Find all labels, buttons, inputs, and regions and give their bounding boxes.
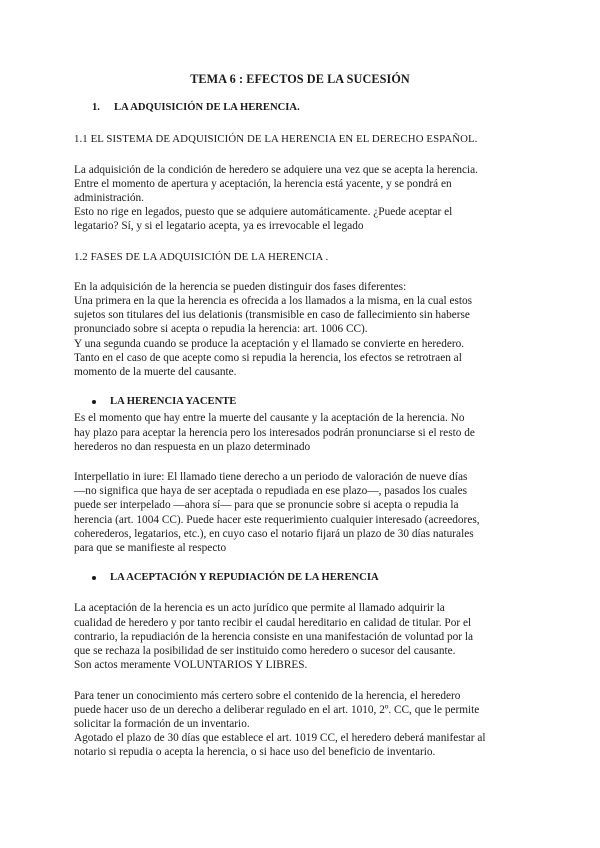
section-number: 1.	[92, 102, 100, 114]
text-line: Interpellatio in iure: El llamado tiene derecho a un periodo de valoración de nueve días	[74, 471, 468, 484]
text-line: puede ser interpelado —ahora sí— para que se pronuncie sobre si acepta o repudia la	[74, 499, 459, 512]
section-heading	[92, 101, 526, 115]
bullet-dot-icon	[92, 576, 96, 580]
paragraph-interpellatio	[74, 470, 526, 555]
text-line: para que se manifieste al respecto	[74, 542, 227, 555]
text-line: Para tener un conocimiento más certero sobre el contenido de la herencia, el heredero	[74, 689, 461, 702]
document-title: TEMA 6 : EFECTOS DE LA SUCESIÓN	[190, 72, 410, 86]
text-line: notario si repudia o acepta la herencia, o si hace uso del beneficio de inventario.	[74, 746, 436, 759]
text-line: solicitar la formación de un inventario.	[74, 717, 250, 730]
text-line: Son actos meramente VOLUNTARIOS Y LIBRES.	[74, 659, 308, 672]
text-line: Tanto en el caso de que acepte como si repudia la herencia, los efectos se retrotraen al	[74, 351, 462, 364]
text-line: herencia (art. 1004 CC). Puede hacer este requerimiento cualquier interesado (acreedores,	[74, 513, 480, 526]
subsection-heading-1-1: 1.1 EL SISTEMA DE ADQUISICIÓN DE LA HERENCIA EN EL DERECHO ESPAÑOL.	[74, 133, 478, 146]
text-line: cualidad de heredero y por tanto recibir el caudal hereditario en calidad de titular. Por el	[74, 616, 472, 629]
subsection-heading-1-2: 1.2 FASES DE LA ADQUISICIÓN DE LA HERENCIA .	[74, 250, 329, 263]
paragraph-aceptacion	[74, 601, 526, 672]
text-line: momento de la muerte del causante.	[74, 366, 237, 379]
text-line: legatario? Sí, y si el legatario acepta, ya es irrevocable el legado	[74, 220, 364, 233]
text-line: La aceptación de la herencia es un acto jurídico que permite al llamado adquirir la	[74, 602, 445, 615]
bullet-dot-icon	[92, 400, 96, 404]
paragraph-fases	[74, 280, 526, 379]
text-line: puede hacer uso de un derecho a deliberar regulado en el art. 1010, 2º. CC, que le permite	[74, 703, 480, 716]
text-line: sujetos son titulares del ius delationis (transmisible en caso de fallecimiento sin haberse	[74, 309, 470, 322]
text-line: Es el momento que hay entre la muerte del causante y la aceptación de la herencia. No	[74, 412, 465, 425]
text-line: que se rechaza la posibilidad de ser instituido como heredero o sucesor del causante.	[74, 645, 456, 658]
bullet-heading-aceptacion	[92, 571, 526, 585]
text-line: Entre el momento de apertura y aceptación, la herencia está yacente, y se pondrá en	[74, 177, 452, 190]
text-line: contrario, la repudiación de la herencia consiste en una manifestación de voluntad por la	[74, 630, 473, 643]
section-title: LA ADQUISICIÓN DE LA HERENCIA.	[114, 102, 300, 114]
text-line: Agotado el plazo de 30 días que establece el art. 1019 CC, el heredero deberá manifestar al	[74, 732, 486, 745]
text-line: En la adquisición de la herencia se pueden distinguir dos fases diferentes:	[74, 280, 407, 293]
text-line: herederos no dan respuesta en un plazo determinado	[74, 440, 311, 453]
paragraph-adquisicion	[74, 163, 526, 234]
text-line: —no significa que haya de ser aceptada o repudiada en ese plazo—, pasados los cuales	[74, 485, 468, 498]
bullet-heading-label: LA HERENCIA YACENTE	[110, 396, 237, 408]
paragraph-inventario	[74, 689, 526, 760]
bullet-heading-label: LA ACEPTACIÓN Y REPUDIACIÓN DE LA HERENCIA	[110, 572, 379, 584]
text-line: Una primera en la que la herencia es ofrecida a los llamados a la misma, en la cual estos	[74, 295, 473, 308]
text-line: Esto no rige en legados, puesto que se adquiere automáticamente. ¿Puede aceptar el	[74, 206, 453, 219]
text-line: hay plazo para aceptar la herencia pero los interesados podrán pronunciarse si el resto de	[74, 426, 475, 439]
text-line: coherederos, legatarios, etc.), en cuyo caso el notario fijará un plazo de 30 días naturales	[74, 527, 474, 540]
text-line: administración.	[74, 192, 144, 205]
paragraph-herencia-yacente	[74, 411, 526, 454]
bullet-heading-herencia-yacente	[92, 395, 526, 409]
text-line: La adquisición de la condición de heredero se adquiere una vez que se acepta la herencia.	[74, 163, 478, 176]
text-line: Y una segunda cuando se produce la aceptación y el llamado se convierte en heredero.	[74, 337, 465, 350]
text-line: pronunciado sobre si acepta o repudia la herencia: art. 1006 CC).	[74, 323, 368, 336]
